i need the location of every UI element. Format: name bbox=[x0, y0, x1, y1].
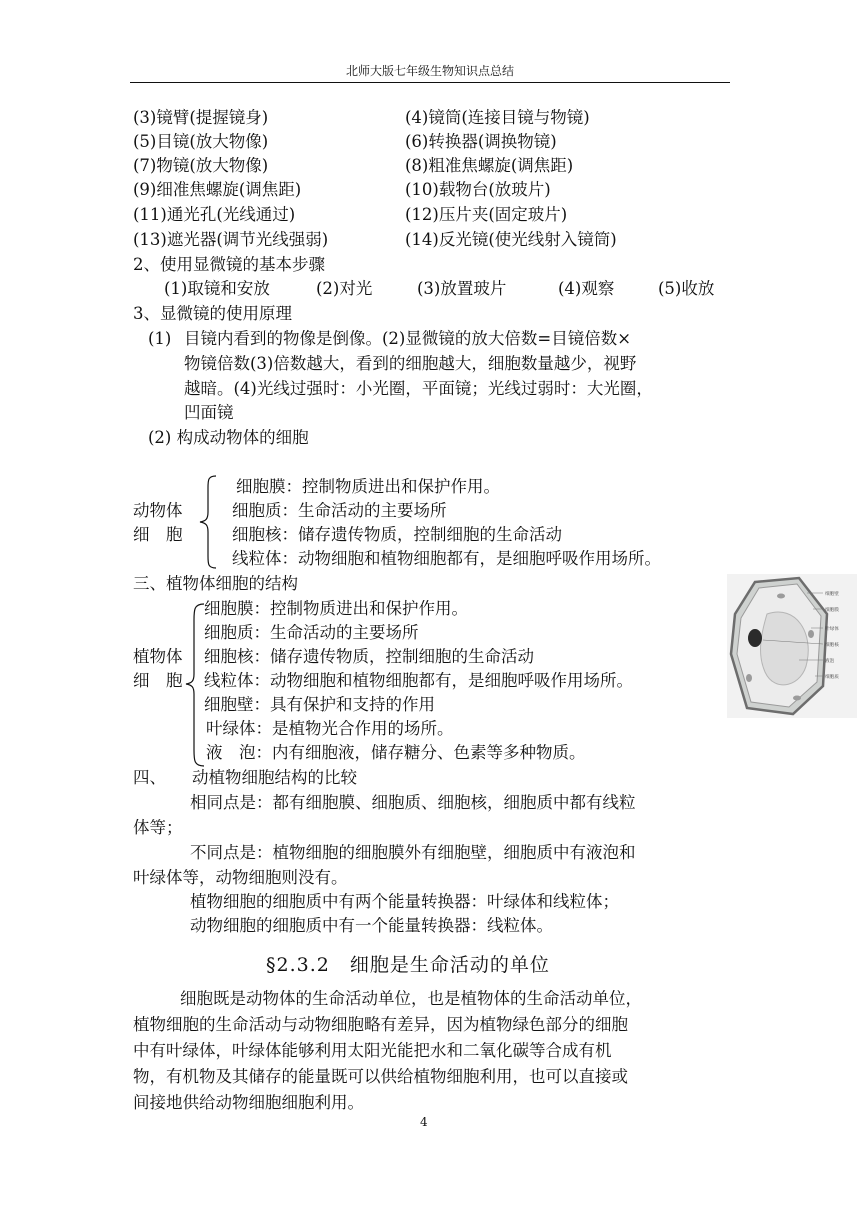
step-item: (1)取镜和安放 bbox=[164, 279, 270, 298]
paragraph-line: 细胞既是动物体的生命活动单位，也是植物体的生命活动单位， bbox=[180, 989, 642, 1008]
animal-label: 细 胞 bbox=[133, 525, 183, 544]
principle-line: 目镜内看到的物像是倒像。(2)显微镜的放大倍数=目镜倍数× bbox=[184, 329, 632, 348]
part-item: (13)遮光器(调节光线强弱) bbox=[133, 230, 329, 249]
plant-label: 植物体 bbox=[133, 647, 183, 666]
animal-item: 细胞膜：控制物质进出和保护作用。 bbox=[236, 477, 500, 496]
step-item: (4)观察 bbox=[558, 279, 615, 298]
part-item: (11)通光孔(光线通过) bbox=[133, 205, 296, 224]
part-item: (5)目镜(放大物像) bbox=[133, 132, 269, 151]
plant-item: 液 泡：内有细胞液，储存糖分、色素等多种物质。 bbox=[206, 743, 586, 762]
principle-line: 越暗。(4)光线过强时：小光圈，平面镜；光线过弱时：大光圈， bbox=[184, 379, 653, 398]
header-rule bbox=[130, 82, 730, 83]
animal-item: 细胞核：储存遗传物质，控制细胞的生命活动 bbox=[232, 525, 562, 544]
principle-number: (1) bbox=[148, 329, 172, 348]
plant-item: 细胞核：储存遗传物质，控制细胞的生命活动 bbox=[204, 647, 534, 666]
steps-title: 2、使用显微镜的基本步骤 bbox=[133, 255, 325, 274]
part-item: (8)粗准焦螺旋(调焦距) bbox=[405, 156, 574, 175]
compare-line: 不同点是：植物细胞的细胞膜外有细胞壁，细胞质中有液泡和 bbox=[190, 843, 636, 862]
animal-brace bbox=[196, 474, 220, 570]
figure-label: 细胞壁 bbox=[825, 592, 839, 597]
part-item: (9)细准焦螺旋(调焦距) bbox=[133, 180, 302, 199]
compare-line: 相同点是：都有细胞膜、细胞质、细胞核，细胞质中都有线粒 bbox=[190, 793, 636, 812]
figure-label: 叶绿体 bbox=[825, 627, 839, 632]
plant-cell-figure bbox=[727, 574, 857, 718]
plant-cell-diagram bbox=[727, 574, 857, 718]
compare-line: 叶绿体等，动物细胞则没有。 bbox=[133, 868, 348, 887]
animal-item: 线粒体：动物细胞和植物细胞都有，是细胞呼吸作用场所。 bbox=[232, 549, 661, 568]
animal-label: 动物体 bbox=[133, 501, 183, 520]
figure-label: 细胞质 bbox=[825, 675, 839, 680]
paragraph-line: 物，有机物及其储存的能量既可以供给植物细胞利用，也可以直接或 bbox=[133, 1067, 628, 1086]
part-item: (14)反光镜(使光线射入镜筒) bbox=[405, 230, 617, 249]
plant-item: 细胞质：生命活动的主要场所 bbox=[204, 623, 419, 642]
step-item: (3)放置玻片 bbox=[417, 279, 507, 298]
paragraph-line: 中有叶绿体，叶绿体能够利用太阳光能把水和二氧化碳等合成有机 bbox=[133, 1041, 612, 1060]
animal-item: 细胞质：生命活动的主要场所 bbox=[232, 501, 447, 520]
part-item: (4)镜筒(连接目镜与物镜) bbox=[405, 108, 590, 127]
figure-label: 细胞核 bbox=[825, 643, 839, 648]
paragraph-line: 间接地供给动物细胞细胞利用。 bbox=[133, 1093, 364, 1112]
compare-number: 四、 bbox=[133, 768, 166, 787]
section-heading: §2.3.2 细胞是生命活动的单位 bbox=[266, 954, 550, 976]
page-number: 4 bbox=[420, 1115, 428, 1129]
part-item: (10)载物台(放玻片) bbox=[405, 180, 551, 199]
principle-line: 物镜倍数(3)倍数越大，看到的细胞越大，细胞数量越少，视野 bbox=[184, 354, 637, 373]
plant-cell-title: 三、植物体细胞的结构 bbox=[133, 574, 298, 593]
figure-label: 细胞膜 bbox=[825, 608, 839, 613]
plant-item: 细胞壁：具有保护和支持的作用 bbox=[204, 695, 435, 714]
compare-line: 植物细胞的细胞质中有两个能量转换器：叶绿体和线粒体； bbox=[190, 892, 619, 911]
compare-line: 体等； bbox=[133, 818, 183, 837]
plant-item: 线粒体：动物细胞和植物细胞都有，是细胞呼吸作用场所。 bbox=[204, 671, 633, 690]
part-item: (7)物镜(放大物像) bbox=[133, 156, 269, 175]
compare-title: 动植物细胞结构的比较 bbox=[192, 768, 357, 787]
running-header: 北师大版七年级生物知识点总结 bbox=[345, 64, 514, 78]
compare-line: 动物细胞的细胞质中有一个能量转换器：线粒体。 bbox=[190, 916, 553, 935]
plant-brace bbox=[182, 600, 206, 770]
part-item: (12)压片夹(固定玻片) bbox=[405, 205, 568, 224]
paragraph-line: 植物细胞的生命活动与动物细胞略有差异，因为植物绿色部分的细胞 bbox=[133, 1015, 628, 1034]
principle-line: 凹面镜 bbox=[184, 403, 234, 422]
plant-item: 叶绿体：是植物光合作用的场所。 bbox=[206, 719, 454, 738]
part-item: (3)镜臂(提握镜身) bbox=[133, 108, 269, 127]
figure-label: 液泡 bbox=[825, 659, 835, 664]
plant-item: 细胞膜：控制物质进出和保护作用。 bbox=[204, 599, 468, 618]
step-item: (5)收放 bbox=[658, 279, 715, 298]
animal-cell-title: (2) 构成动物体的细胞 bbox=[148, 428, 309, 447]
part-item: (6)转换器(调换物镜) bbox=[405, 132, 557, 151]
plant-label: 细 胞 bbox=[133, 671, 183, 690]
step-item: (2)对光 bbox=[316, 279, 373, 298]
principle-title: 3、显微镜的使用原理 bbox=[133, 304, 292, 323]
